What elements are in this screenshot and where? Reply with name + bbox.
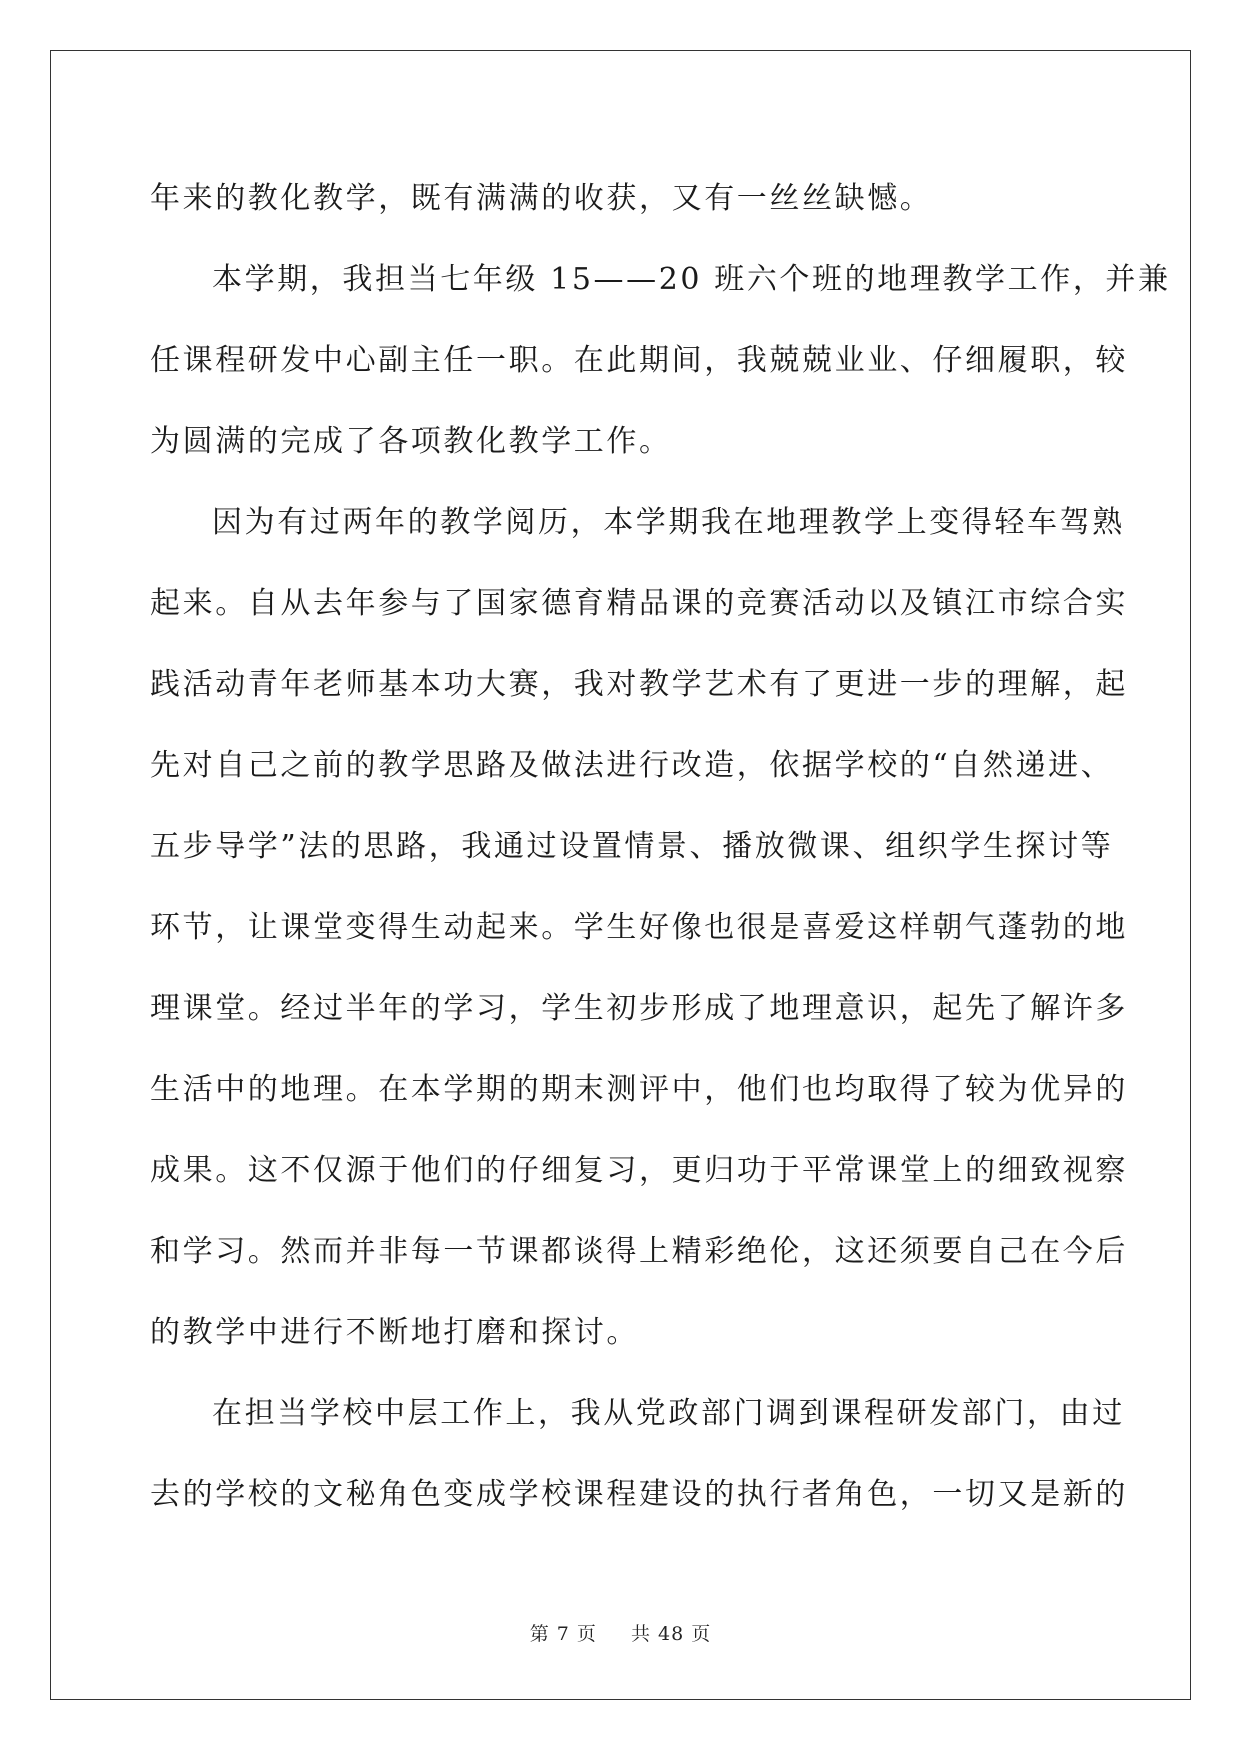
page-footer xyxy=(0,1619,1241,1646)
document-body xyxy=(150,158,1171,1535)
text-line: 任课程研发中心副主任一职。在此期间，我兢兢业业、仔细履职，较 xyxy=(150,343,1128,378)
text-line: 五步导学”法的思路，我通过设置情景、播放微课、组织学生探讨等 xyxy=(150,829,1114,864)
text-line: 起来。自从去年参与了国家德育精品课的竞赛活动以及镇江市综合实 xyxy=(150,586,1128,621)
text-line: 年来的教化教学，既有满满的收获，又有一丝丝缺憾。 xyxy=(150,181,933,216)
text-line: 践活动青年老师基本功大赛，我对教学艺术有了更进一步的理解，起 xyxy=(150,667,1128,702)
text-line: 理课堂。经过半年的学习，学生初步形成了地理意识，起先了解许多 xyxy=(150,991,1128,1026)
text-line: 在担当学校中层工作上，我从党政部门调到课程研发部门，由过 xyxy=(212,1396,1125,1431)
text-line: 去的学校的文秘角色变成学校课程建设的执行者角色，一切又是新的 xyxy=(150,1477,1128,1512)
page-total: 共 48 页 xyxy=(631,1623,712,1645)
text-line: 的教学中进行不断地打磨和探讨。 xyxy=(150,1315,639,1350)
text-line: 环节，让课堂变得生动起来。学生好像也很是喜爱这样朝气蓬勃的地 xyxy=(150,910,1128,945)
text-line: 先对自己之前的教学思路及做法进行改造，依据学校的“自然递进、 xyxy=(150,748,1114,783)
text-line: 和学习。然而并非每一节课都谈得上精彩绝伦，这还须要自己在今后 xyxy=(150,1234,1128,1269)
text-line: 因为有过两年的教学阅历，本学期我在地理教学上变得轻车驾熟 xyxy=(212,505,1125,540)
text-line: 本学期，我担当七年级 15——20 班六个班的地理教学工作，并兼 xyxy=(212,262,1171,297)
text-line: 为圆满的完成了各项教化教学工作。 xyxy=(150,424,672,459)
text-line: 生活中的地理。在本学期的期末测评中，他们也均取得了较为优异的 xyxy=(150,1072,1128,1107)
page-number: 第 7 页 xyxy=(529,1623,597,1645)
text-line: 成果。这不仅源于他们的仔细复习，更归功于平常课堂上的细致视察 xyxy=(150,1153,1128,1188)
